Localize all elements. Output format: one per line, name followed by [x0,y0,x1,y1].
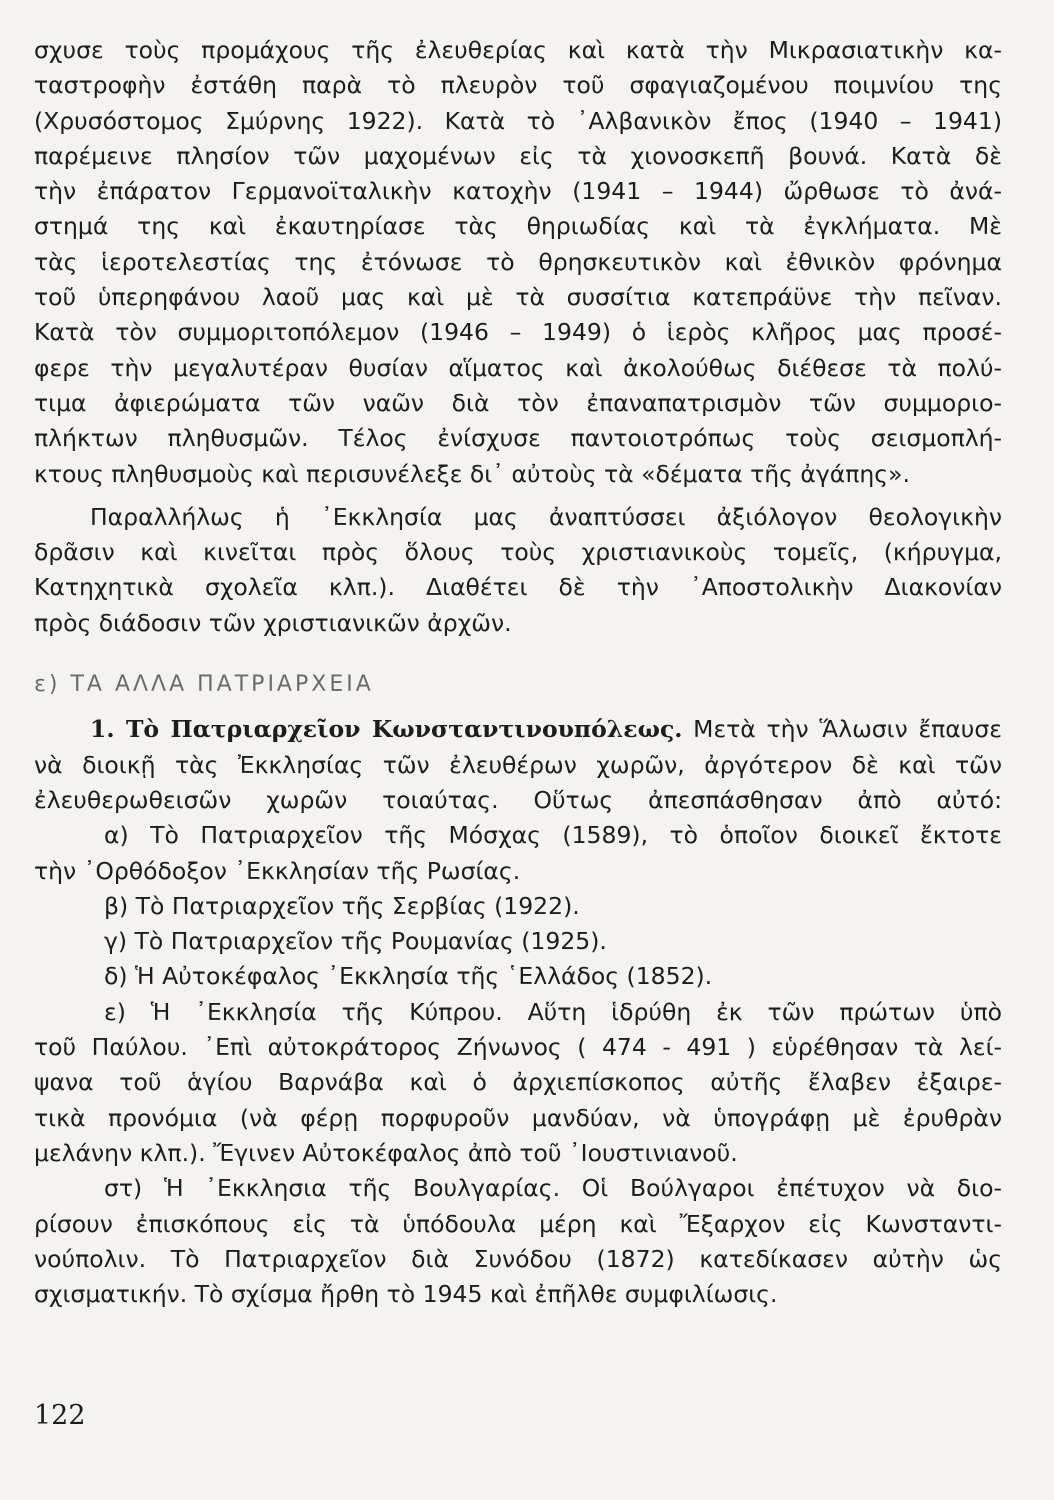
text-line: ψανα τοῦ ἁγίου Βαρνάβα καὶ ὁ ἀρχιεπίσκοπος αὐτῆς ἔλαβεν ἐξαιρε- [34,1068,1002,1097]
text-line: στ) Ἡ ᾿Εκκλησια τῆς Βουλγαρίας. Οἱ Βούλγαροι ἐπέτυχον νὰ διο- [104,1174,1002,1203]
text-line [34,712,1002,747]
list-item-e [34,995,1002,1171]
text-line: α) Τὸ Πατριαρχεῖον τῆς Μόσχας (1589), τὸ ὁποῖον διοικεῖ ἔκτοτε [104,821,1002,850]
text-line: τιμα ἀφιερώματα τῶν ναῶν διὰ τὸν ἐπαναπατρισμὸν τῶν συμμοριο- [34,388,1002,417]
text-line: σχυσε τοὺς προμάχους τῆς ἐλευθερίας καὶ κατὰ τὴν Μικρασιατικὴν κα- [34,36,1002,64]
text-line: νὰ διοικῇ τὰς Ἐκκλησίας τῶν ἐλευθέρων χωρῶν, ἀργότερον δὲ καὶ τῶν [34,750,1002,779]
text-line: Κατηχητικὰ σχολεῖα κλπ.). Διαθέτει δὲ τὴν ᾿Αποστολικὴν Διακονίαν [34,573,1002,602]
text-line: πλήκτων πληθυσμῶν. Τέλος ἐνίσχυσε παντοιοτρόπως τοὺς σεισμοπλή- [34,424,1002,453]
paragraph-2 [34,500,1002,641]
text-line: δρᾶσιν καὶ κινεῖται πρὸς ὅλους τοὺς χριστιανικοὺς τομεῖς, (κήρυγμα, [34,538,1002,567]
text-line: τὴν ᾿Ορθόδοξον ᾿Εκκλησίαν τῆς Ρωσίας. [34,856,521,885]
list-item-b: β) Τὸ Πατριαρχεῖον τῆς Σερβίας (1922). [104,891,580,920]
list-item-st [34,1171,1002,1312]
text-line: ε) Ἡ ᾿Εκκλησία τῆς Κύπρου. Αὕτη ἱδρύθη ἐκ τῶν πρώτων ὑπὸ [104,997,1002,1026]
text-line: Κατὰ τὸν συμμοριτοπόλεμον (1946 – 1949) ὁ ἱερὸς κλῆρος μας προσέ- [34,318,1002,347]
text-line: τοῦ Παύλου. ᾿Επὶ αὐτοκράτορος Ζήνωνος ( 474 - 491 ) εὑρέθησαν τὰ λεί- [34,1033,1002,1062]
list-item-d: δ) Ἡ Αὐτοκέφαλος ᾿Εκκλησία τῆς ῾Ελλάδος (1852). [104,962,713,991]
text-line: τοῦ ὑπερηφάνου λαοῦ μας καὶ μὲ τὰ συσσίτια κατεπράϋνε τὴν πεῖναν. [34,283,1002,312]
section-heading: ε) ΤΑ ΑΛΛΑ ΠΑΤΡΙΑΡΧΕΙΑ [34,672,374,698]
page-body [34,33,1002,1312]
list-item-a [34,818,1002,889]
page-number: 122 [34,1400,86,1431]
text-line: πρὸς διάδοσιν τῶν χριστιανικῶν ἀρχῶν. [34,608,512,637]
paragraph-1 [34,33,1002,492]
text-line: ταστροφὴν ἐστάθη παρὰ τὸ πλευρὸν τοῦ σφαγιαζομένου ποιμνίου της [34,71,1002,100]
text-line: (Χρυσόστομος Σμύρνης 1922). Κατὰ τὸ ᾿Αλβανικὸν ἔπος (1940 – 1941) [34,106,1002,135]
text-line: νούπολιν. Τὸ Πατριαρχεῖον διὰ Συνόδου (1872) κατεδίκασεν αὐτὴν ὡς [34,1244,1002,1273]
text-line: σχισματικήν. Τὸ σχίσμα ἤρθη τὸ 1945 καὶ ἐπῆλθε συμφιλίωσις. [34,1280,778,1309]
list-item-g: γ) Τὸ Πατριαρχεῖον τῆς Ρουμανίας (1925). [104,927,607,956]
text-line: κτους πληθυσμοὺς καὶ περισυνέλεξε δι᾿ αὐτοὺς τὰ «δέματα τῆς ἀγάπης». [34,459,910,488]
patriarchate-title-rest: Μετὰ τὴν Ἅλωσιν ἔπαυσε [693,715,1002,744]
text-line: ἐλευθερωθεισῶν χωρῶν τοιαύτας. Οὕτως ἀπεσπάσθησαν ἀπὸ αὐτό: [34,785,1002,814]
text-line: τὴν ἐπάρατον Γερμανοϊταλικὴν κατοχὴν (1941 – 1944) ὤρθωσε τὸ ἀνά- [34,177,1002,206]
patriarchate-paragraph [34,712,1002,818]
text-line: στημά της καὶ ἐκαυτηρίασε τὰς θηριωδίας καὶ τὰ ἐγκλήματα. Μὲ [34,212,1002,241]
patriarchate-title: 1. Τὸ Πατριαρχεῖον Κωνσταντινουπόλεως. [90,715,683,744]
text-line: τὰς ἱεροτελεστίας της ἐτόνωσε τὸ θρησκευτικὸν καὶ ἐθνικὸν φρόνημα [34,247,1002,276]
text-line: ρίσουν ἐπισκόπους εἰς τὰ ὑπόδουλα μέρη καὶ Ἔξαρχον εἰς Κωνσταντι- [34,1209,1002,1238]
text-line: φερε τὴν μεγαλυτέραν θυσίαν αἵματος καὶ ἀκολούθως διέθεσε τὰ πολύ- [34,353,1002,382]
text-line: παρέμεινε πλησίον τῶν μαχομένων εἰς τὰ χιονοσκεπῆ βουνά. Κατὰ δὲ [34,141,1002,170]
text-line: τικὰ προνόμια (νὰ φέρῃ πορφυροῦν μανδύαν, νὰ ὑπογράφῃ μὲ ἐρυθρὰν [34,1103,1002,1132]
text-line: Παραλλήλως ἡ ᾿Εκκλησία μας ἀναπτύσσει ἀξιόλογον θεολογικὴν [90,502,1002,531]
text-line: μελάνην κλπ.). Ἔγινεν Αὐτοκέφαλος ἀπὸ τοῦ ᾿Ιουστινιανοῦ. [34,1138,738,1167]
